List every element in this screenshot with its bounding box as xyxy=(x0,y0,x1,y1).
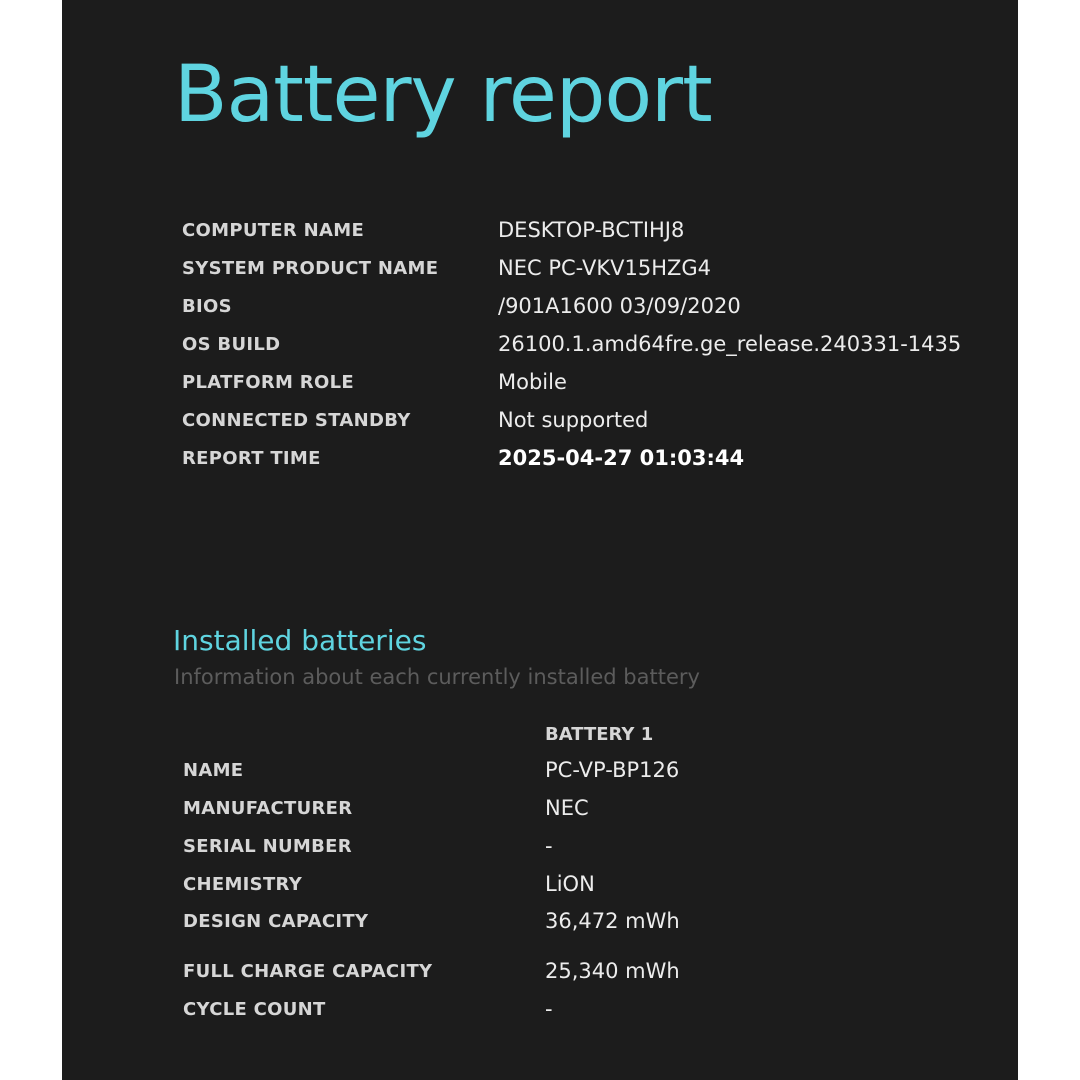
report-time-value: 2025-04-27 01:03:44 xyxy=(498,446,745,470)
battery-value: PC-VP-BP126 xyxy=(545,758,680,782)
battery-label: MANUFACTURER xyxy=(183,798,353,819)
battery-label: DESIGN CAPACITY xyxy=(183,911,369,932)
info-value: DESKTOP-BCTIHJ8 xyxy=(498,218,685,242)
info-value: Not supported xyxy=(498,408,649,432)
info-label: CONNECTED STANDBY xyxy=(182,410,411,431)
battery-label: FULL CHARGE CAPACITY xyxy=(183,961,433,982)
info-value: /901A1600 03/09/2020 xyxy=(498,294,741,318)
battery-value: LiON xyxy=(545,872,595,896)
report-panel xyxy=(62,0,1018,1080)
info-label: SYSTEM PRODUCT NAME xyxy=(182,258,439,279)
battery-label: CYCLE COUNT xyxy=(183,999,326,1020)
battery-value: - xyxy=(545,997,553,1021)
battery-value: NEC xyxy=(545,796,589,820)
info-label: COMPUTER NAME xyxy=(182,220,365,241)
info-value: NEC PC-VKV15HZG4 xyxy=(498,256,712,280)
info-label: PLATFORM ROLE xyxy=(182,372,354,393)
info-value: 26100.1.amd64fre.ge_release.240331-1435 xyxy=(498,332,962,356)
info-label: REPORT TIME xyxy=(182,448,321,469)
report-title: Battery report xyxy=(174,50,712,140)
battery-value: 36,472 mWh xyxy=(545,909,680,933)
battery-label: NAME xyxy=(183,760,244,781)
battery-label: CHEMISTRY xyxy=(183,874,303,895)
section-title: Installed batteries xyxy=(173,624,427,657)
info-label: OS BUILD xyxy=(182,334,281,355)
section-subtitle: Information about each currently installed battery xyxy=(174,665,700,689)
info-label: BIOS xyxy=(182,296,232,317)
battery-column-header: BATTERY 1 xyxy=(545,724,654,745)
battery-label: SERIAL NUMBER xyxy=(183,836,352,857)
info-value: Mobile xyxy=(498,370,567,394)
battery-value: 25,340 mWh xyxy=(545,959,680,983)
battery-value: - xyxy=(545,834,553,858)
